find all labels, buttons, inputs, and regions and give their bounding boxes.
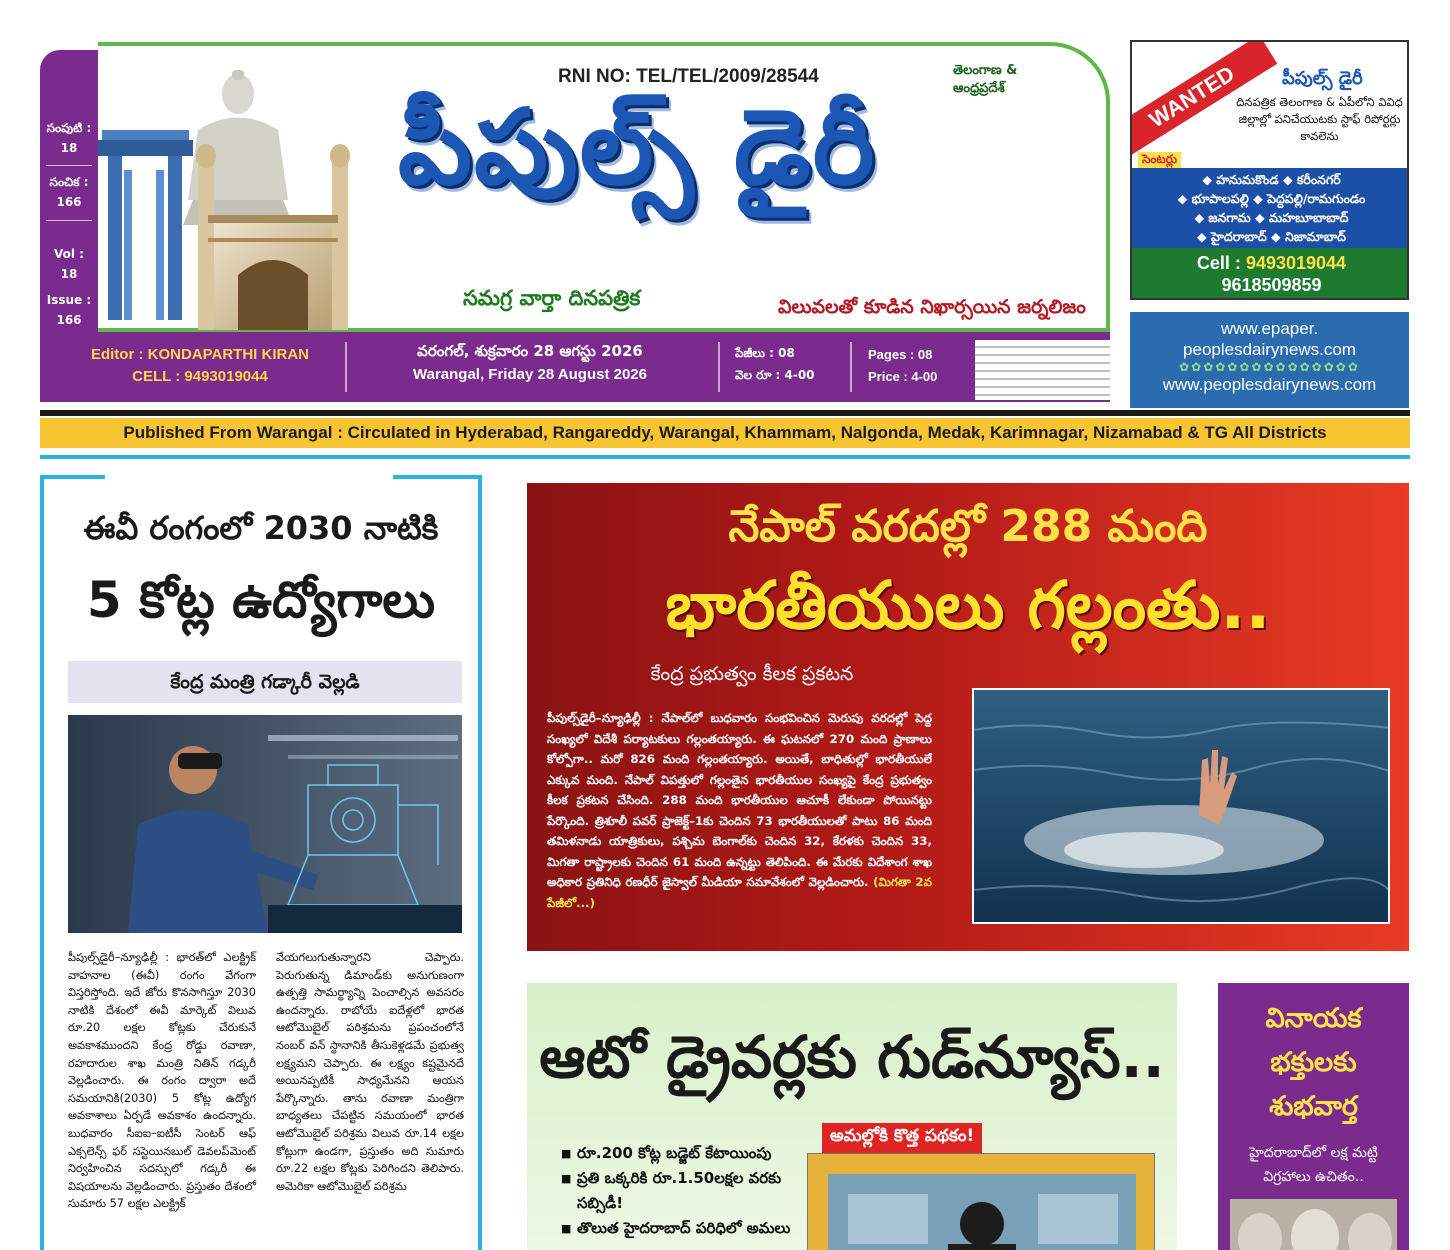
epaper-url-line1[interactable]: www.epaper. <box>1220 319 1319 338</box>
ev-body-column-1: పీపుల్స్‌డైరీ–న్యూఢిల్లీ : భారత్‌లో ఎలక్ట్రిక్ వాహనాల (ఈవీ) రంగం వేగంగా విస్తరిస్తోంది. ఇదే జోరు కొనసాగిస్తూ 2030 నాటికి దేశంలో ఈవీ మార్కెట్ విలువ రూ.20 లక్షల కోట్లకు చేరుకునే అవకాశముందని కేంద్ర రోడ్డు రవాణా, రహదారుల శాఖ మంత్రి నితిన్ గడ్కరీ వెల్లడించారు. ఈ రంగం ద్వారా అదే సమయానికి(2030) 5 కోట్ల ఉద్యోగ అవకాశాలు ఏర్పడే అవకాశం ఉందన్నారు. బుధవారం సీఐఐ–ఐటీసీ సెంటర్ ఆఫ్ ఎక్సలెన్స్ ఫర్ సస్టెయినబుల్ డెవలప్‌మెంట్ నిర్వహించిన సదస్సులో గడ్కరీ ఈ విషయాలను వెల్లడించారు. ప్రస్తుతం దేశంలో సుమారు 57 లక్షల ఎలక్ట్రిక్ <box>68 951 256 1211</box>
states-label <box>953 62 1073 98</box>
wanted-contact <box>1132 248 1409 300</box>
editor-cell: CELL : 9493019044 <box>132 368 268 385</box>
sampute-label: సంపుటి : <box>46 121 92 135</box>
auto-tag: అమల్లోకి కొత్త పథకం! <box>822 1123 982 1153</box>
rni-number: RNI NO: TEL/TEL/2009/28544 <box>558 66 819 87</box>
vol-label: Vol : <box>54 247 84 261</box>
ev-story <box>40 475 482 1250</box>
border-gap <box>105 471 393 481</box>
vinayaka-headline-line-1: వినాయక <box>1265 1003 1362 1034</box>
wanted-ribbon: WANTED <box>1130 40 1277 159</box>
ev-body-column-2: వేయగలుగుతున్నారని చెప్పారు. పెరుగుతున్న డిమాండ్‌కు అనుగుణంగా ఉత్పత్తి సామర్థ్యాన్ని పెంచాల్సిన అవసరం ఉందన్నారు. రాబోయే ఐదేళ్లలో భారత ఆటోమొబైల్ పరిశ్రమను ప్రపంచంలోనే నంబర్ వన్ స్థానానికి తీసుకెళ్లడమే ప్రభుత్వ లక్ష్యమని చెప్పారు. ఈ లక్ష్యం కష్టమైనదే అయినప్పటికీ సాధ్యమేనని ఆయన పేర్కొన్నారు. తాను రవాణా మంత్రిగా బాధ్యతలు చేపట్టిన సమయంలో భారత ఆటోమొబైల్ పరిశ్రమ విలువ రూ.14 లక్షల కోట్లుగా ఉండగా, ప్రస్తుతం అది సుమారు రూ.22 లక్షల కోట్లకు పెరిగిందని తెలిపారు. అమెరికా ఆటోమొబైల్ పరిశ్రమ <box>276 951 464 1193</box>
issue-label: Issue : <box>46 293 92 307</box>
ev-engineer-photo <box>68 715 462 933</box>
date-english: Warangal, Friday 28 August 2026 <box>413 366 647 383</box>
centers-row: ◆ భూపాలపల్లి ◆ పెద్దపల్లి/రామగుండం <box>1177 191 1366 206</box>
website-url[interactable]: www.peoplesdairynews.com <box>1162 375 1377 394</box>
price-telugu: వెల రూ : 4-00 <box>735 368 815 382</box>
vinayaka-headline-line-3: శుభవార్త <box>1269 1091 1358 1122</box>
vinayaka-box <box>1218 983 1409 1250</box>
nepal-body <box>547 708 932 913</box>
sampute-value: 18 <box>60 141 78 155</box>
auto-headline: ఆటో డ్రైవర్లకు గుడ్‌న్యూస్.. <box>539 1023 1165 1091</box>
newspaper-title: పీపుల్స్ డైరీ <box>398 86 877 208</box>
cell-number-2: 9618509859 <box>1221 275 1322 295</box>
cell-label: Cell : <box>1196 253 1241 273</box>
pages-telugu: పేజీలు : 08 <box>735 346 795 360</box>
divider <box>40 455 1410 459</box>
ev-headline-1: ఈవీ రంగంలో 2030 నాటికి <box>83 509 439 547</box>
ev-subhead: కేంద్ర మంత్రి గడ్కారీ వెల్లడి <box>68 661 462 703</box>
pages-price-telugu <box>735 342 815 386</box>
continued-link[interactable]: (మిగతా 2వ పేజీలో...) <box>547 875 932 910</box>
states-line-1: తెలంగాణ & <box>953 63 1018 78</box>
epaper-url-line2[interactable]: peoplesdairynews.com <box>1183 340 1356 359</box>
centers-row: ◆ జనగామ ◆ మహబూబాబాద్ <box>1194 210 1349 225</box>
epaper-box <box>1130 312 1409 408</box>
issue-value: 166 <box>56 313 82 327</box>
divider <box>40 410 1410 416</box>
editor-name: Editor : KONDAPARTHI KIRAN <box>90 346 310 363</box>
nepal-subhead: కేంద్ర ప్రభుత్వం కీలక ప్రకటన <box>650 663 854 685</box>
date-telugu: వరంగల్, శుక్రవారం 28 ఆగస్టు 2026 <box>417 342 643 360</box>
nepal-story <box>527 483 1409 951</box>
decorative-divider: ✿✿✿✿✿✿✿✿✿✿✿✿✿✿✿ <box>1179 360 1360 374</box>
list-item: ■ తొలుత హైదరాబాద్ పరిధిలో అమలు <box>561 1216 811 1241</box>
pages-english: Pages : 08 <box>868 347 933 362</box>
tagline-secondary: విలువలతో కూడిన నిఖార్సయిన జర్నలిజం <box>778 296 1086 318</box>
list-item: ■ రూ.200 కోట్ల బడ్జెట్ కేటాయింపు <box>561 1141 811 1166</box>
states-line-2: ఆంధ్రప్రదేశ్ <box>953 81 1005 96</box>
nepal-headline-2: భారతీయులు గల్లంతు.. <box>665 567 1271 644</box>
cell-number-1: 9493019044 <box>1245 253 1347 273</box>
centers-row: ◆ హైదరాబాద్ ◆ నిజామాబాద్ <box>1197 229 1346 244</box>
centers-row: ◆ హనుమకొండ ◆ కరీంనగర్ <box>1202 172 1341 187</box>
pages-price-english <box>868 344 937 388</box>
auto-rickshaw-photo <box>807 1153 1155 1250</box>
circulation-strip: Published From Warangal : Circulated in Hyderabad, Rangareddy, Warangal, Khammam, Nalgonda, Medak, Karimnagar, Nizamabad & TG All Districts <box>40 418 1410 448</box>
nepal-body-text: పీపుల్స్‌డైరీ–న్యూఢిల్లీ : నేపాల్‌లో బుధవారం సంభవించిన మెరుపు వరదల్లో పెద్ద సంఖ్యలో విదేశీ పర్యాటకులు గల్లంతయ్యారు. ఈ ఘటనలో 270 మంది ప్రాణాలు కోల్పోగా.. మరో 826 మంది గల్లంతయ్యారు. అయితే, బాధితుల్లో భారతీయులే ఎక్కువ మంది. నేపాల్ విపత్తులో గల్లంతైన భారతీయుల సంఖ్యపై కేంద్ర ప్రభుత్వం కీలక ప్రకటన చేసింది. 288 మంది భారతీయుల ఆచూకీ లేకుండా పోయినట్టు పేర్కొంది. త్రిశూలీ పవర్ ప్రాజెక్ట్–1కు చెందిన 73 భారతీయులతో పాటు 86 మంది తమిళనాడు యాత్రికులు, పశ్చిమ బెంగాల్‌కు చెందిన 32, కేరళకు చెందిన 33, మిగతా రాష్ట్రాలకు చెందిన 61 మంది ఉన్నట్టు తెలిపింది. ఈ మేరకు విదేశాంగ శాఖ అధికార ప్రతినిధి రణధీర్ జైస్వాల్ మీడియా సమావేశంలో వెల్లడించారు. <box>547 711 932 889</box>
vinayaka-headline-line-2: భక్తులకు <box>1270 1047 1357 1078</box>
vinayaka-body: హైదరాబాద్‌లో లక్ష మట్టి విగ్రహాలు ఉచితం.. <box>1249 1145 1378 1185</box>
volume-strip <box>40 50 98 335</box>
sanchika-label: సంచిక : <box>49 175 89 189</box>
auto-story <box>527 983 1177 1250</box>
centers-list <box>1132 168 1409 248</box>
centers-title: సెంటర్లు <box>1138 152 1181 169</box>
wanted-brand: పీపుల్స్ డైరీ <box>1282 68 1363 89</box>
ganesha-idols-photo <box>1230 1199 1397 1250</box>
vinayaka-headline <box>1218 997 1409 1129</box>
masthead <box>40 40 1110 410</box>
flood-photo <box>972 688 1390 924</box>
vol-value: 18 <box>60 267 78 281</box>
sanchika-value: 166 <box>56 195 82 209</box>
price-english: Price : 4-00 <box>868 369 938 384</box>
decorative-lines <box>975 340 1110 400</box>
wanted-description: దినపత్రిక తెలంగాణ & ఏపీలోని వివిధ జిల్లాల్లో పనిచేయుటకు స్టాఫ్ రిపోర్టర్లు కావలెను <box>1236 95 1403 143</box>
auto-bullets <box>561 1141 811 1241</box>
ev-headline-2: 5 కోట్ల ఉద్యోగాలు <box>86 571 436 629</box>
wanted-ad <box>1130 40 1409 300</box>
monuments-illustration <box>98 50 368 332</box>
editor-block <box>60 344 340 388</box>
info-bar <box>40 332 1110 402</box>
tagline: సమగ్ర వార్తా దినపత్రిక <box>463 286 641 310</box>
list-item: ■ ప్రతి ఒక్కరికి రూ.1.50లక్షల వరకు సబ్సిడీ! <box>561 1166 811 1216</box>
nepal-headline-1: నేపాల్ వరదల్లో 288 మంది <box>728 501 1208 552</box>
